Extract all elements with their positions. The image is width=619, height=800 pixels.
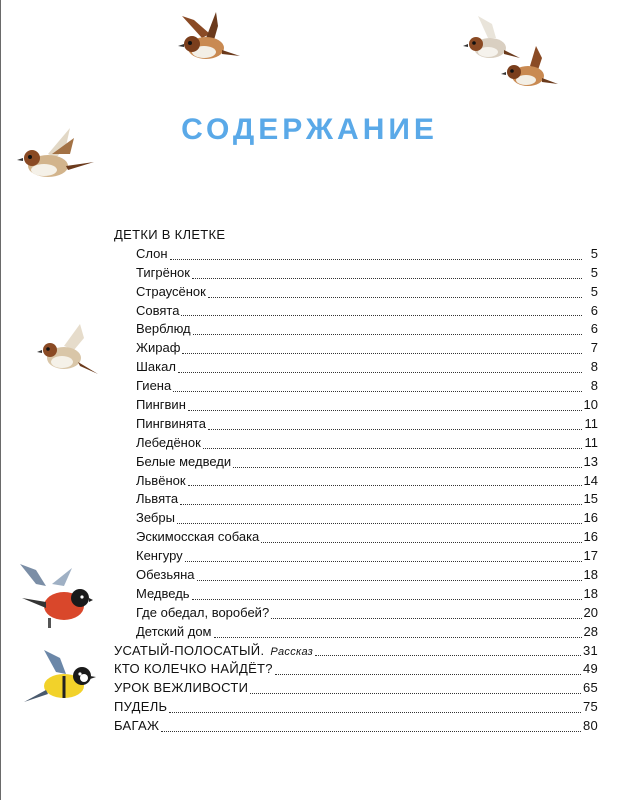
dot-leader [214,637,582,638]
dot-leader [185,561,582,562]
toc-page-number: 6 [590,321,598,337]
toc-page-number: 11 [584,434,598,450]
toc-page-number: 28 [583,623,598,639]
toc-page-number: 17 [583,548,598,564]
toc-page-number: 13 [583,453,598,469]
toc-page-number: 5 [590,245,598,261]
toc-page-number: 18 [583,567,598,583]
dot-leader [178,372,582,373]
dot-leader [193,334,582,335]
toc-item [114,283,598,302]
toc-item [114,264,598,283]
dot-leader [180,504,581,505]
toc-item [114,245,598,264]
dot-leader [250,693,581,694]
dot-leader [271,618,581,619]
dot-leader [208,429,582,430]
toc-section-urok-vezhlivosti [114,679,598,698]
toc-item-label: Где обедал, воробей? [136,604,270,620]
toc-item [114,604,598,623]
toc-page-number: 6 [590,302,598,318]
toc-item-label: Медведь [136,585,190,601]
dot-leader [192,278,582,279]
toc-item-label: Верблюд [136,321,191,337]
toc-item [114,434,598,453]
toc-item [114,528,598,547]
dot-leader [188,410,582,411]
toc-item [114,320,598,339]
dot-leader [177,523,582,524]
toc-section-label: ДЕТКИ В КЛЕТКЕ [114,227,226,242]
dot-leader [197,580,582,581]
toc-item-label: Кенгуру [136,548,183,564]
toc-section-label: БАГАЖ [114,718,160,734]
dot-leader [233,467,581,468]
toc-section-kto-kolechko-naidet [114,660,598,679]
dot-leader [169,712,581,713]
dot-leader [170,259,582,260]
toc-page-number: 20 [583,604,598,620]
toc-page-number: 65 [582,680,598,696]
toc-section-pudel [114,698,598,717]
toc-item-label: Пингвинята [136,415,206,431]
toc-item-label: Львёнок [136,472,186,488]
toc-item [114,509,598,528]
toc-section-bagazh [114,717,598,736]
dot-leader [208,297,582,298]
page-title: СОДЕРЖАНИЕ [181,113,438,146]
toc-item-label: Львята [136,491,179,507]
toc-item-label: Шакал [136,359,176,375]
toc-item-label: Белые медведи [136,453,232,469]
toc-section-note: Рассказ [270,645,314,658]
toc-page-number: 16 [583,529,598,545]
toc-item-label: Зебры [136,510,175,526]
toc-page-number: 16 [583,510,598,526]
toc-item-label: Пингвин [136,397,186,413]
dot-leader [188,485,582,486]
toc-page-number: 18 [583,585,598,601]
toc-item-label: Тигрёнок [136,264,190,280]
toc-section-label: УСАТЫЙ-ПОЛОСАТЫЙ. [114,642,265,658]
toc-page-number: 10 [583,397,598,413]
dot-leader [182,353,582,354]
bullfinch-illustration [12,562,94,630]
toc-item [114,472,598,491]
toc-item-label: Лебедёнок [136,434,201,450]
toc-item-label: Страусёнок [136,283,206,299]
toc-page-number: 80 [582,718,598,734]
dot-leader [315,655,581,656]
table-of-contents [114,226,598,736]
toc-item [114,547,598,566]
toc-page-number: 5 [590,283,598,299]
dot-leader [161,731,581,732]
toc-section-label: ПУДЕЛЬ [114,699,168,715]
dot-leader [173,391,582,392]
toc-page-number: 15 [583,491,598,507]
sparrow-illustration [172,8,244,78]
toc-page-number: 14 [583,472,598,488]
toc-item [114,566,598,585]
toc-item-label: Гиена [136,378,172,394]
toc-item [114,623,598,642]
toc-page-number: 11 [584,415,598,431]
toc-item [114,490,598,509]
toc-item-label: Совята [136,302,180,318]
great-tit-illustration [20,648,104,712]
toc-item-label: Жираф [136,340,181,356]
toc-section-label: УРОК ВЕЖЛИВОСТИ [114,680,249,696]
dot-leader [275,674,581,675]
toc-item [114,358,598,377]
toc-section-usatyi-polosatyi [114,642,598,661]
toc-page-number: 8 [590,378,598,394]
toc-page-number: 75 [582,699,598,715]
toc-item-label: Слон [136,245,168,261]
toc-item [114,377,598,396]
toc-item-label: Эскимосская собака [136,529,260,545]
toc-page-number: 49 [582,661,598,677]
toc-page-number: 31 [582,642,598,658]
dot-leader [261,542,581,543]
dot-leader [203,448,582,449]
toc-section-detki-v-kletke [114,226,598,245]
toc-item [114,585,598,604]
dot-leader [192,599,582,600]
toc-item [114,302,598,321]
toc-item-label: Обезьяна [136,567,195,583]
toc-item [114,396,598,415]
toc-item [114,415,598,434]
sparrow-illustration [496,44,562,102]
toc-page-number: 8 [590,359,598,375]
toc-item-label: Детский дом [136,623,212,639]
toc-page-number: 7 [590,340,598,356]
dot-leader [181,315,582,316]
sparrow-illustration [36,320,102,384]
toc-section-label: КТО КОЛЕЧКО НАЙДЁТ? [114,661,273,677]
toc-item [114,339,598,358]
toc-item [114,453,598,472]
toc-page-number: 5 [590,264,598,280]
